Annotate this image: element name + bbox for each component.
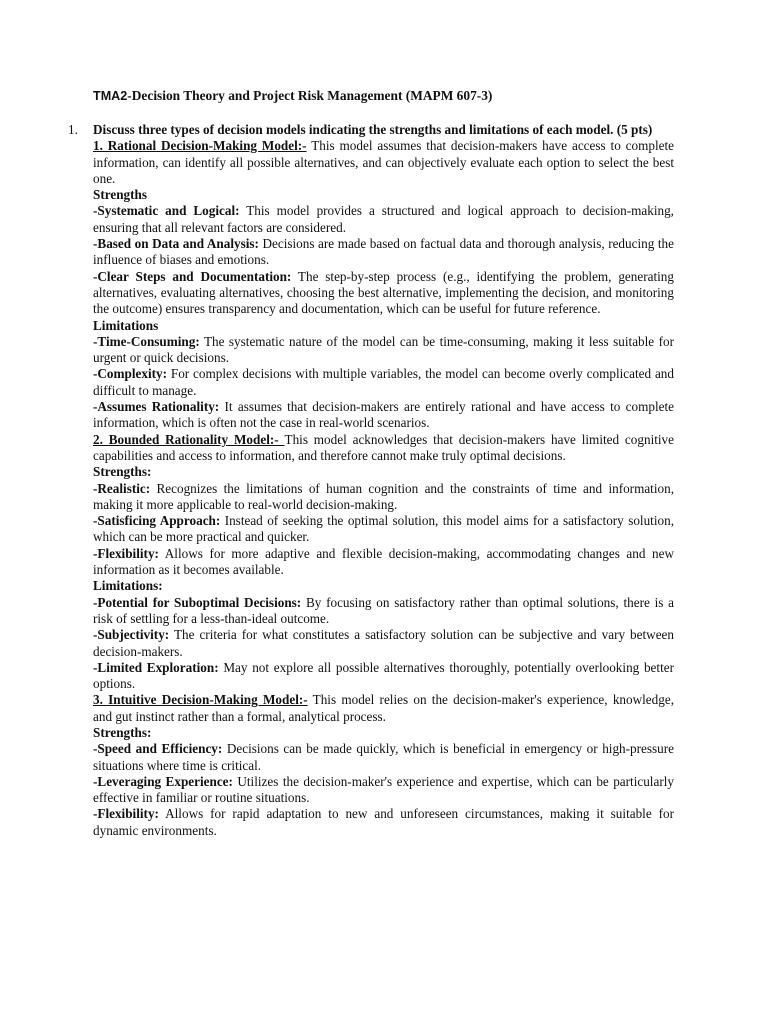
model-1-limitations-heading: Limitations <box>93 317 159 333</box>
model-2-strength-3: -Flexibility: Allows for more adaptive and flexible decision-making, accommodating changes and new information as it becomes available. <box>93 545 674 578</box>
model-3-strength-1: -Speed and Efficiency: Decisions can be made quickly, which is beneficial in emergency or high-pressure situations where time is critical. <box>93 741 674 773</box>
model-2-limitation-2: -Subjectivity: The criteria for what constitutes a satisfactory solution can be subjective and vary between decision-makers. <box>93 627 674 659</box>
model-2-limitations-heading: Limitations: <box>93 578 163 594</box>
model-1-limitation-1: -Time-Consuming: The systematic nature of the model can be time-consuming, making it less suitable for urgent or quick decisions. <box>93 333 674 366</box>
model-1-limitation-3: -Assumes Rationality: It assumes that decision-makers are entirely rational and have access to complete information, which is often not the case in real-world scenarios. <box>93 399 674 431</box>
title-prefix: TMA2 <box>93 89 128 103</box>
answer-body <box>93 122 674 839</box>
model-2-description: This model acknowledges that decision-makers have limited cognitive capabilities and access to information, and therefore cannot make truly optimal decisions. <box>93 431 675 463</box>
model-2-intro <box>93 432 674 465</box>
model-1-strength-2: -Based on Data and Analysis: Decisions are made based on factual data and thorough analysis, reducing the influence of biases and emotions. <box>93 236 674 268</box>
model-1-limitation-2: -Complexity: For complex decisions with multiple variables, the model can become overly complicated and difficult to manage. <box>93 366 674 398</box>
model-1-intro <box>93 138 674 187</box>
model-2-limitation-3: -Limited Exploration: May not explore all possible alternatives thoroughly, potentially overlooking better options. <box>93 659 674 692</box>
model-1-strengths-heading: Strengths <box>93 187 147 203</box>
model-1-strength-1: -Systematic and Logical: This model provides a structured and logical approach to decision-making, ensuring that all relevant factors are considered. <box>93 203 674 235</box>
model-1-strength-3: -Clear Steps and Documentation: The step-by-step process (e.g., identifying the problem, generating alternatives, evaluating alternatives, choosing the best alternative, implementing the decision, and monitoring the outcome) ensures transparency and documentation, which can be useful for future reference. <box>93 268 674 317</box>
model-3-strengths-heading: Strengths: <box>93 724 152 740</box>
model-3-strength-2: -Leveraging Experience: Utilizes the decision-maker's experience and expertise, which can be particularly effective in familiar or routine situations. <box>93 773 674 806</box>
model-2-strength-1: -Realistic: Recognizes the limitations of human cognition and the constraints of time and information, making it more applicable to real-world decision-making. <box>93 480 674 512</box>
model-3-description: This model relies on the decision-maker's experience, knowledge, and gut instinct rather than a formal, analytical process. <box>93 692 674 724</box>
model-1-title: 1. Rational Decision-Making Model:- <box>93 138 307 154</box>
model-2-title: 2. Bounded Rationality Model:- <box>93 431 285 447</box>
model-2-strength-2: -Satisficing Approach: Instead of seeking the optimal solution, this model aims for a satisfactory solution, which can be more practical and quicker. <box>93 513 674 545</box>
title-text: -Decision Theory and Project Risk Management (MAPM 607-3) <box>127 88 493 103</box>
document-title <box>93 88 713 104</box>
question-text: Discuss three types of decision models indicating the strengths and limitations of each model. (5 pts) <box>93 122 653 137</box>
model-2-strengths-heading: Strengths: <box>93 464 152 480</box>
question-number: 1. <box>68 122 78 137</box>
model-1-description: This model assumes that decision-makers have access to complete information, can identify all possible alternatives, and can objectively evaluate each option to select the best one. <box>93 138 674 186</box>
model-3-intro <box>93 692 674 725</box>
model-3-strength-3: -Flexibility: Allows for rapid adaptation to new and unforeseen circumstances, making it suitable for dynamic environments. <box>93 806 674 838</box>
model-3-title: 3. Intuitive Decision-Making Model:- <box>93 692 308 708</box>
model-2-limitation-1: -Potential for Suboptimal Decisions: By focusing on satisfactory rather than optimal solutions, there is a risk of settling for a less-than-ideal outcome. <box>93 594 674 626</box>
